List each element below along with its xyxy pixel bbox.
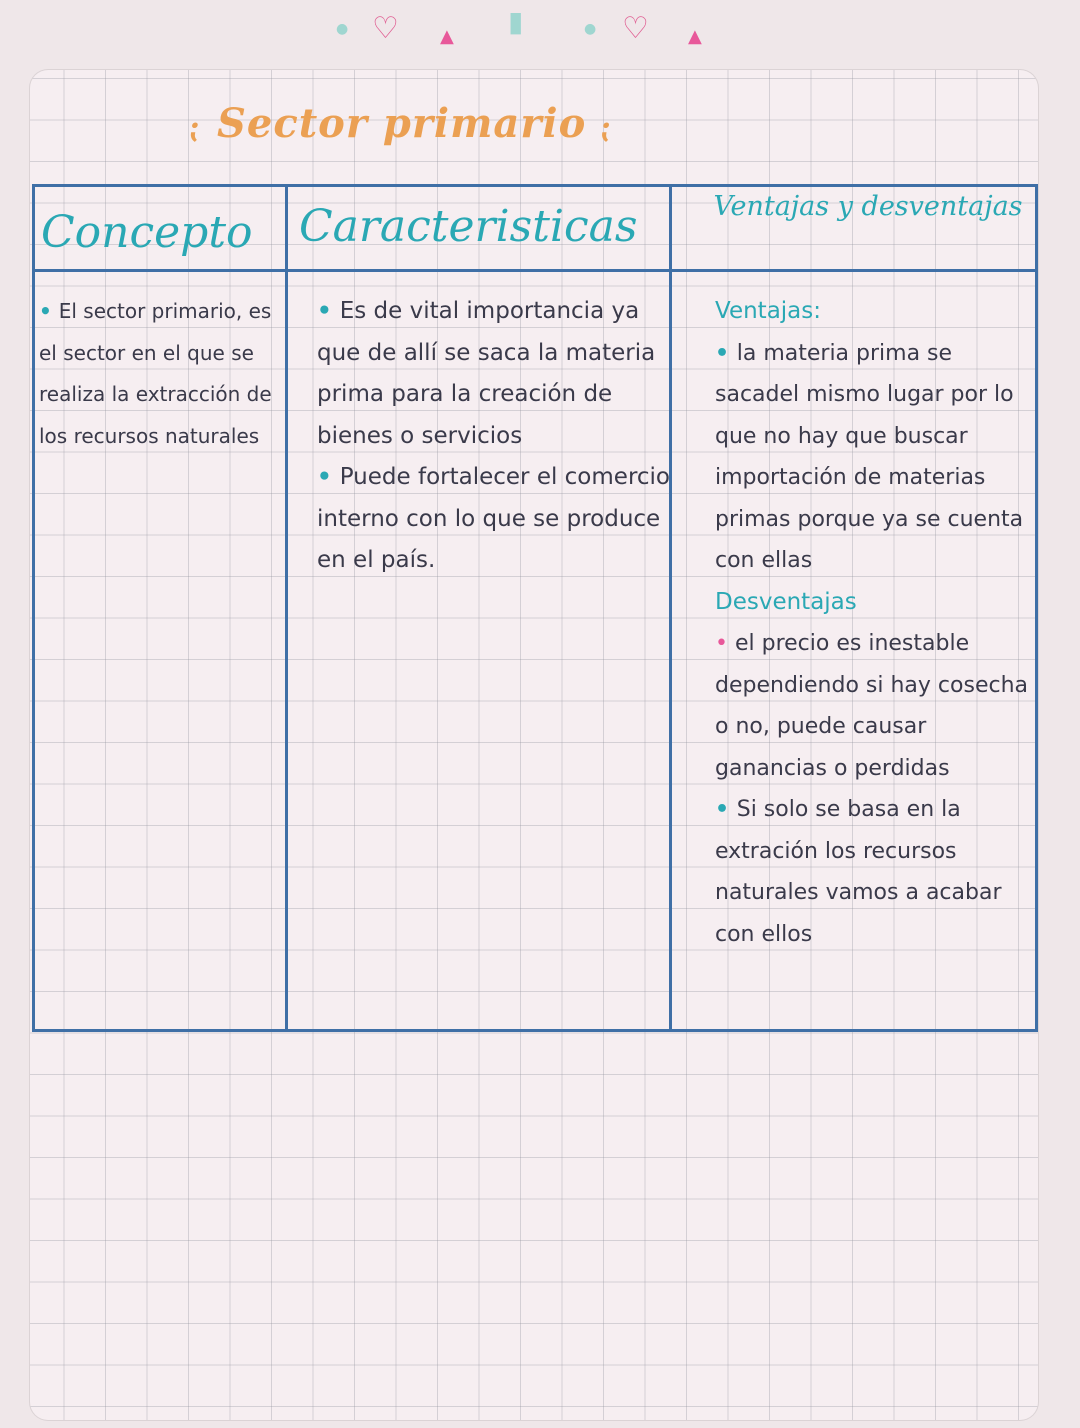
bullet-mark: • xyxy=(317,464,340,490)
caracteristicas-cell xyxy=(317,291,679,582)
header-divider xyxy=(35,269,1035,272)
title-ornament-left: ⁏ xyxy=(190,110,203,145)
ventajas-label: Ventajas: xyxy=(715,298,822,324)
concepto-text: El sector primario, es el sector en el que se realiza la extracción de los recursos naturales xyxy=(39,299,272,448)
title-text: Sector primario xyxy=(217,100,587,147)
bullet-mark: • xyxy=(39,299,59,323)
page-title xyxy=(190,100,613,147)
teal-dot-decoration: ● xyxy=(584,21,597,37)
ventajas-desventajas-cell xyxy=(715,291,1035,955)
bullet-mark: • xyxy=(715,797,737,822)
comparison-table xyxy=(32,184,1038,1032)
triangle-decoration: ▲ xyxy=(688,26,702,47)
bullet-mark: • xyxy=(715,631,735,656)
concepto-cell xyxy=(39,291,283,457)
bullet-mark: • xyxy=(317,298,340,324)
bullet-mark: • xyxy=(715,340,737,366)
header-caracteristicas: Caracteristicas xyxy=(299,201,638,252)
header-ventajas-desventajas: Ventajas y desventajas xyxy=(713,191,1023,222)
triangle-decoration: ▲ xyxy=(440,26,454,47)
heart-icon: ♡ xyxy=(622,11,649,46)
caracteristica-item: Es de vital importancia ya que de allí se saca la materia prima para la creación de bienes o servicios xyxy=(317,298,656,449)
column-divider xyxy=(285,187,288,1029)
desventaja-item: el precio es inestable dependiendo si hay cosecha o no, puede causar ganancias o perdidas xyxy=(715,631,1028,781)
ventaja-item: la materia prima se sacadel mismo lugar por lo que no hay que buscar importación de materias primas porque ya se cuenta con ellas xyxy=(715,340,1024,573)
title-ornament-right: ⁏ xyxy=(601,110,614,145)
teal-dot-decoration: ● xyxy=(336,21,349,37)
desventajas-label: Desventajas xyxy=(715,588,857,615)
header-concepto: Concepto xyxy=(41,207,253,258)
desventaja-item: Si solo se basa en la extración los recursos naturales vamos a acabar con ellos xyxy=(715,797,1002,947)
heart-icon: ♡ xyxy=(372,11,399,46)
drop-decoration: ▮ xyxy=(508,5,524,38)
caracteristica-item: Puede fortalecer el comercio interno con lo que se produce en el país. xyxy=(317,464,670,573)
